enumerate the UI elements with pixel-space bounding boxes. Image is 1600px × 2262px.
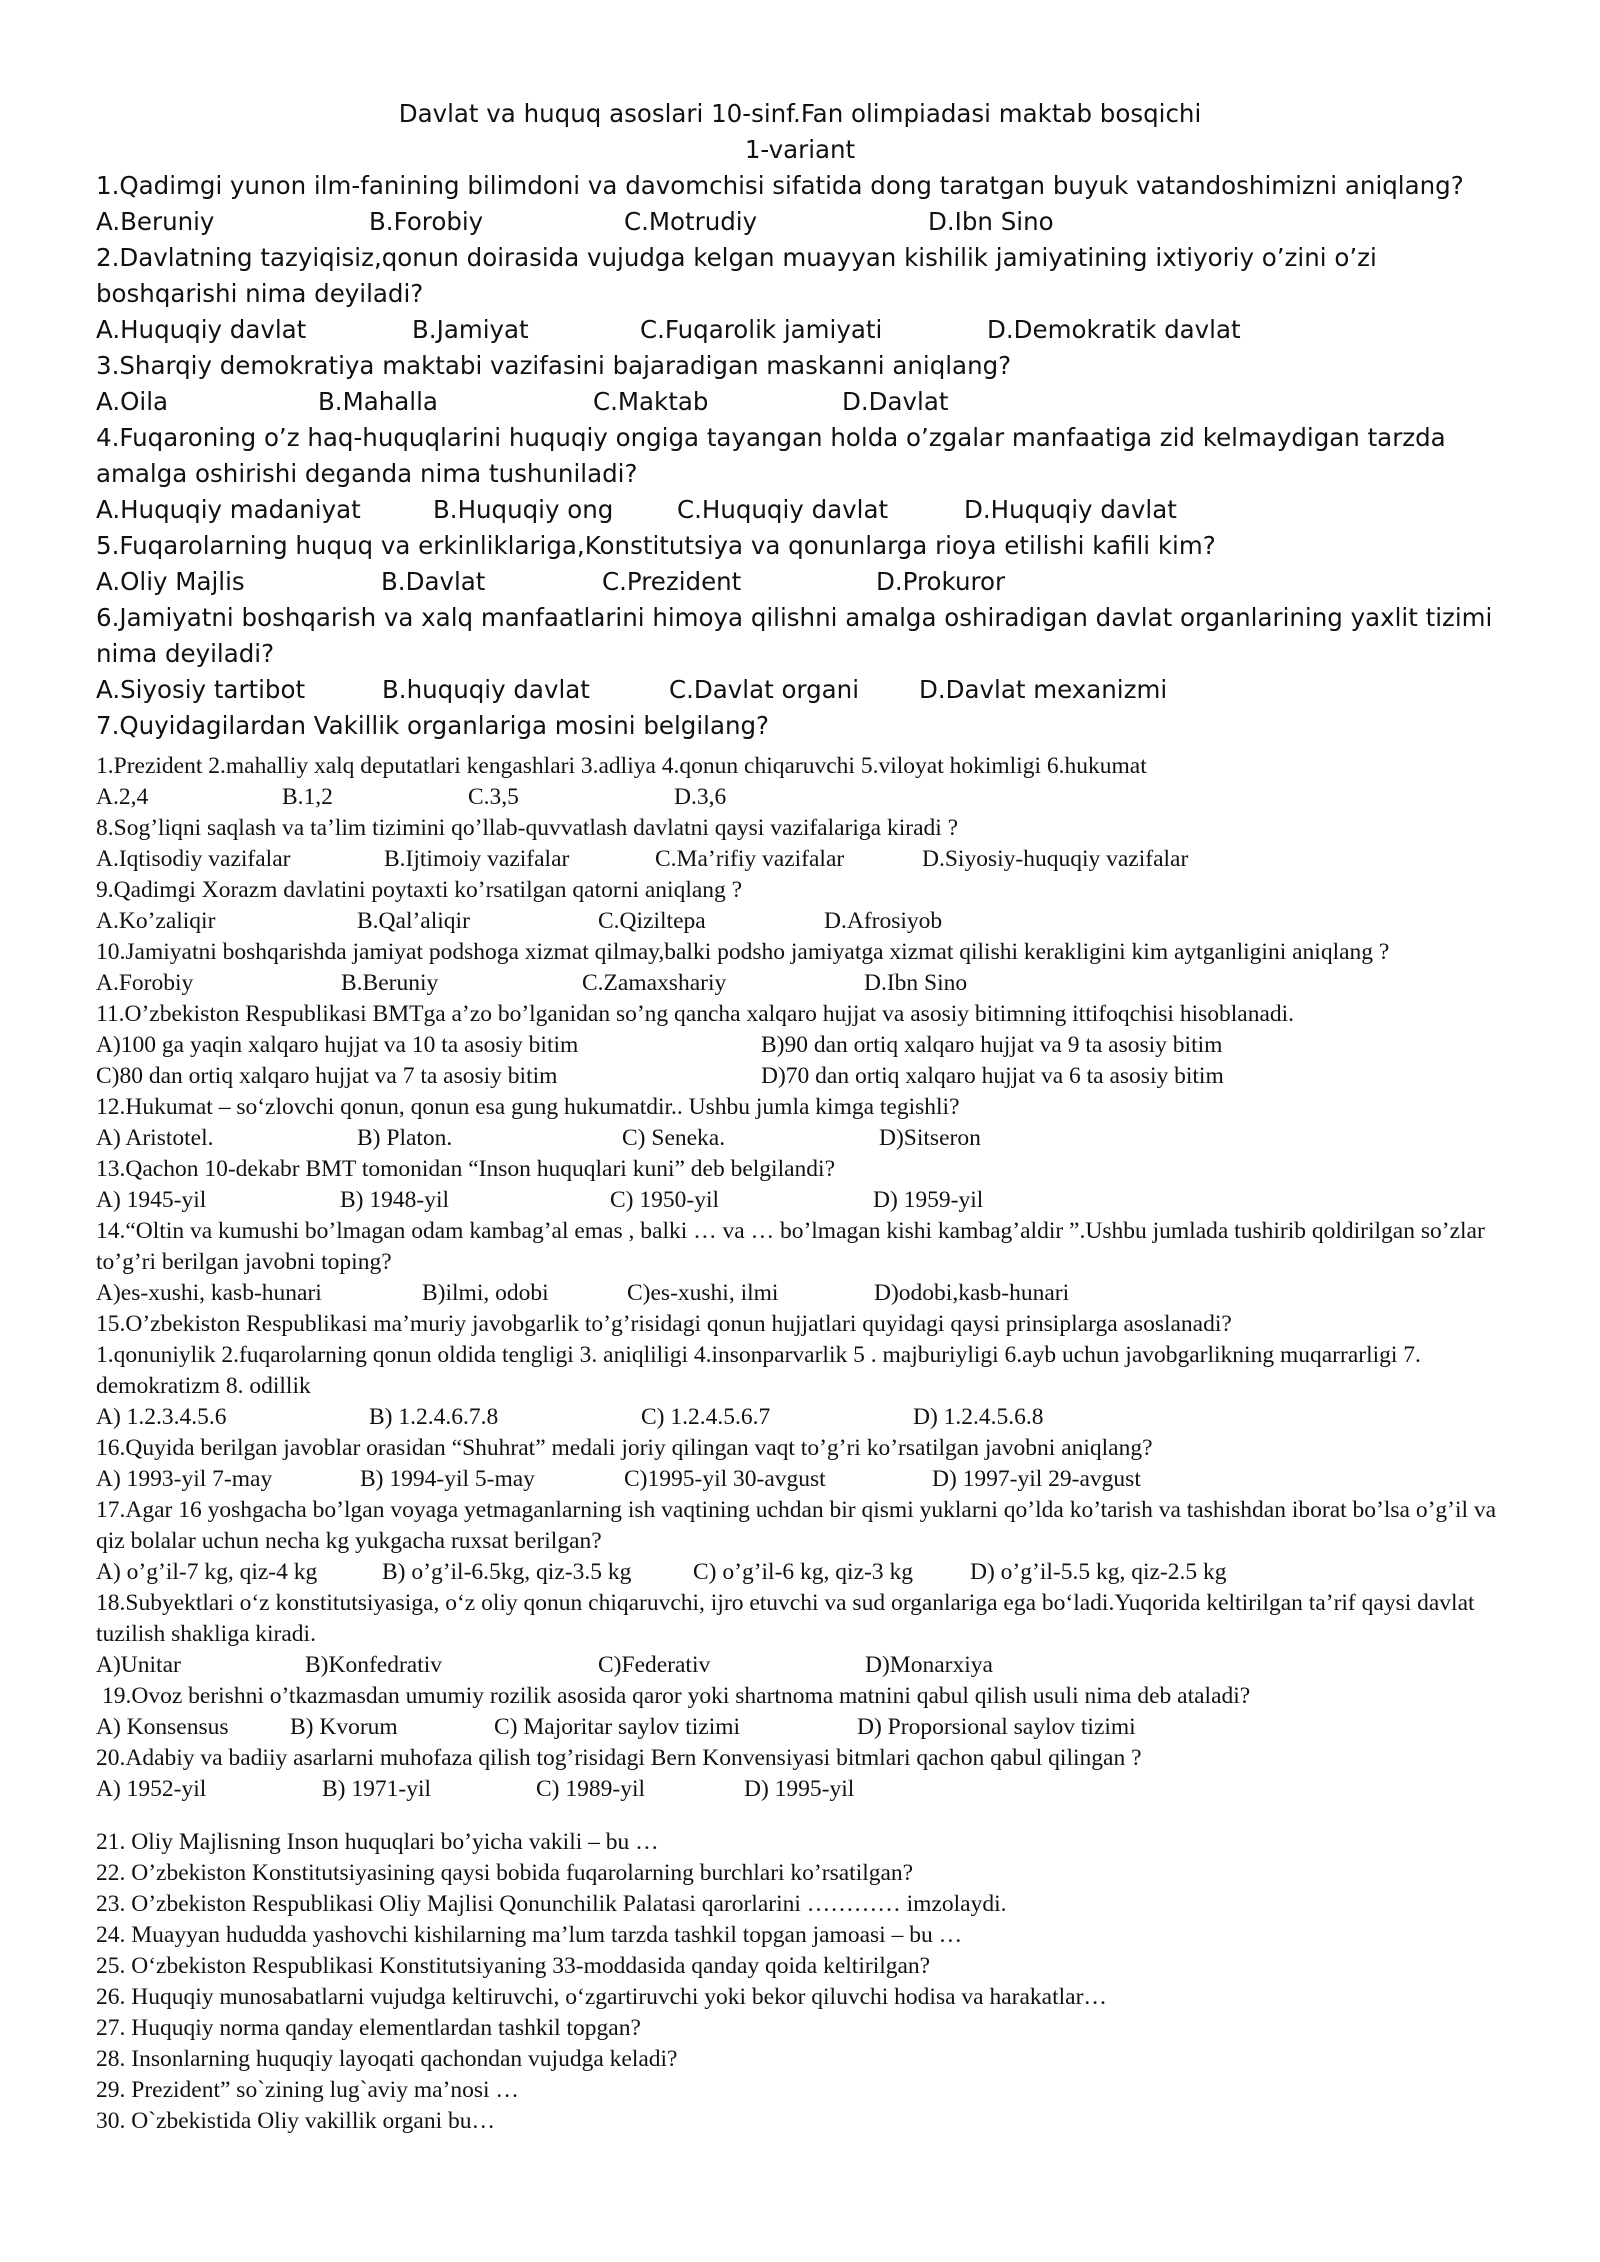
questions-sans-section — [96, 168, 1516, 744]
option-a[interactable]: A.Siyosiy tartibot — [96, 675, 306, 704]
question-text: 7.Quyidagilardan Vakillik organlariga mosini belgilang? — [96, 711, 770, 740]
answer-options — [96, 564, 1516, 600]
question-text: 13.Qachon 10-dekabr BMT tomonidan “Inson huquqlari kuni” deb belgilandi? — [96, 1156, 835, 1182]
answer-options — [96, 1061, 1516, 1092]
open-question: 26. Huquqiy munosabatlarni vujudga keltiruvchi, o‘zgartiruvchi yoki bekor qiluvchi hodisa va harakatlar… — [96, 1984, 1107, 2010]
option-d[interactable]: D) 1959-yil — [873, 1187, 984, 1213]
option-d[interactable]: D.Ibn Sino — [928, 207, 1054, 236]
option-d[interactable]: D.Siyosiy-huquqiy vazifalar — [922, 846, 1189, 872]
option-a[interactable]: A.Oila — [96, 387, 169, 416]
option-c[interactable]: C)es-xushi, ilmi — [627, 1280, 779, 1306]
question-text: 16.Quyida berilgan javoblar orasidan “Shuhrat” medali joriy qilingan vaqt to’g’ri ko’rsatilgan javobni aniqlang? — [96, 1435, 1153, 1461]
option-c[interactable]: C) 1.2.4.5.6.7 — [641, 1404, 771, 1430]
option-c[interactable]: C.Fuqarolik jamiyati — [640, 315, 883, 344]
question-block — [96, 528, 1516, 600]
answer-options — [96, 1185, 1516, 1216]
option-d[interactable]: D) o’g’il-5.5 kg, qiz-2.5 kg — [970, 1559, 1227, 1585]
option-d[interactable]: D.Prokuror — [876, 567, 1006, 596]
answer-options — [96, 906, 1516, 937]
answer-options — [96, 844, 1516, 875]
option-c[interactable]: C) o’g’il-6 kg, qiz-3 kg — [693, 1559, 913, 1585]
option-a[interactable]: A) 1945-yil — [96, 1187, 207, 1213]
option-a[interactable]: A.Huquqiy madaniyat — [96, 495, 361, 524]
option-b[interactable]: B.huquqiy davlat — [382, 675, 590, 704]
open-question: 27. Huquqiy norma qanday elementlardan tashkil topgan? — [96, 2015, 641, 2041]
question-text: 11.O’zbekiston Respublikasi BMTga a’zo bo’lganidan so’ng qancha xalqaro hujjat va asosiy bitimning ittifoqchisi hisoblanadi. — [96, 1001, 1295, 1027]
answer-options — [96, 1464, 1516, 1495]
option-c[interactable]: C.Ma’rifiy vazifalar — [655, 846, 845, 872]
question-text: 2.Davlatning tazyiqisiz,qonun doirasida vujudga kelgan muayyan kishilik jamiyatining ixtiyoriy o’zini o’zi boshqarishi nima deyiladi? — [96, 243, 1377, 308]
option-a[interactable]: A.2,4 — [96, 784, 149, 810]
option-a[interactable]: A) 1993-yil 7-may — [96, 1466, 273, 1492]
document-title: Davlat va huquq asoslari 10-sinf.Fan olimpiadasi maktab bosqichi — [398, 99, 1202, 128]
option-b[interactable]: B)Konfedrativ — [305, 1652, 443, 1678]
answer-options — [96, 492, 1516, 528]
option-d[interactable]: D.Davlat mexanizmi — [919, 675, 1168, 704]
option-a[interactable]: A.Oliy Majlis — [96, 567, 245, 596]
question-text: 18.Subyektlari o‘z konstitutsiyasiga, o‘z oliy qonun chiqaruvchi, ijro etuvchi va sud organlariga ega bo‘ladi.Yuqorida keltirilgan ta’rif qaysi davlat tuzilish shakliga kiradi. — [96, 1590, 1475, 1647]
question-block — [96, 420, 1516, 528]
open-question: 24. Muayyan hududda yashovchi kishilarning ma’lum tarzda tashkil topgan jamoasi – bu … — [96, 1922, 963, 1948]
option-c[interactable]: C) 1950-yil — [610, 1187, 720, 1213]
section-gap — [96, 1805, 1516, 1827]
open-question: 21. Oliy Majlisning Inson huquqlari bo’yicha vakili – bu … — [96, 1829, 659, 1855]
option-b[interactable]: B) 1.2.4.6.7.8 — [369, 1404, 499, 1430]
question-text: 1.Qadimgi yunon ilm-fanining bilimdoni va davomchisi sifatida dong taratgan buyuk vatandoshimizni aniqlang? — [96, 171, 1464, 200]
open-question: 23. O’zbekiston Respublikasi Oliy Majlisi Qonunchilik Palatasi qarorlarini ………… imzolaydi. — [96, 1891, 1007, 1917]
option-d[interactable]: D) 1.2.4.5.6.8 — [913, 1404, 1044, 1430]
option-c[interactable]: C)80 dan ortiq xalqaro hujjat va 7 ta asosiy bitim — [96, 1063, 558, 1089]
question-text: 17.Agar 16 yoshgacha bo’lgan voyaga yetmaganlarning ish vaqtining uchdan bir qismi yuklarni qo’lda ko’tarish va tashishdan iborat bo’lsa o’g’il va qiz bolalar uchun necha kg yukgacha ruxsat berilgan? — [96, 1497, 1497, 1554]
option-a[interactable]: A) Konsensus — [96, 1714, 229, 1740]
option-c[interactable]: C.Maktab — [593, 387, 709, 416]
option-b[interactable]: B.Mahalla — [318, 387, 438, 416]
option-b[interactable]: B) o’g’il-6.5kg, qiz-3.5 kg — [382, 1559, 632, 1585]
option-a[interactable]: A)es-xushi, kasb-hunari — [96, 1280, 322, 1306]
option-c[interactable]: C) Majoritar saylov tizimi — [494, 1714, 741, 1740]
option-a[interactable]: A.Beruniy — [96, 207, 215, 236]
option-b[interactable]: B) 1994-yil 5-may — [360, 1466, 535, 1492]
open-questions-list — [96, 1827, 1516, 2137]
option-d[interactable]: D) Proporsional saylov tizimi — [857, 1714, 1136, 1740]
open-question: 30. O`zbekistida Oliy vakillik organi bu… — [96, 2108, 496, 2134]
answer-options — [96, 1774, 1516, 1805]
option-d[interactable]: D.Demokratik davlat — [987, 315, 1241, 344]
answer-options — [96, 1030, 1516, 1061]
option-b[interactable]: B)ilmi, odobi — [422, 1280, 549, 1306]
option-a[interactable]: A)100 ga yaqin xalqaro hujjat va 10 ta asosiy bitim — [96, 1032, 579, 1058]
option-c[interactable]: C.Davlat organi — [669, 675, 860, 704]
option-d[interactable]: D.Davlat — [842, 387, 949, 416]
option-b[interactable]: B.1,2 — [282, 784, 333, 810]
answer-options — [96, 1402, 1516, 1433]
question-block — [96, 600, 1516, 708]
answer-options — [96, 672, 1516, 708]
option-b[interactable]: B) Kvorum — [290, 1714, 398, 1740]
question-block — [96, 168, 1516, 240]
answer-options — [96, 1557, 1516, 1588]
questions-serif-section — [96, 751, 1516, 2137]
option-b[interactable]: B.Qal’aliqir — [357, 908, 470, 934]
option-d[interactable]: D)Monarxiya — [865, 1652, 993, 1678]
option-d[interactable]: D.3,6 — [674, 784, 727, 810]
option-a[interactable]: A) o’g’il-7 kg, qiz-4 kg — [96, 1559, 318, 1585]
answer-options — [96, 204, 1516, 240]
answer-options — [96, 968, 1516, 999]
question-text: 3.Sharqiy demokratiya maktabi vazifasini bajaradigan maskanni aniqlang? — [96, 351, 1012, 380]
option-b[interactable]: B)90 dan ortiq xalqaro hujjat va 9 ta asosiy bitim — [761, 1032, 1223, 1058]
question-text: 14.“Oltin va kumushi bo’lmagan odam kambag’al emas , balki … va … bo’lmagan kishi kambag’aldir ”.Ushbu jumlada tushirib qoldirilgan so’zlar to’g’ri berilgan javobni toping? — [96, 1218, 1485, 1275]
option-a[interactable]: A) 1.2.3.4.5.6 — [96, 1404, 227, 1430]
option-b[interactable]: B) 1971-yil — [322, 1776, 432, 1802]
option-b[interactable]: B.Huquqiy ong — [433, 495, 614, 524]
open-question: 28. Insonlarning huquqiy layoqati qachondan vujudga keladi? — [96, 2046, 678, 2072]
option-c[interactable]: C)Federativ — [598, 1652, 711, 1678]
question-text: 4.Fuqaroning o’z haq-huquqlarini huquqiy ongiga tayangan holda o’zgalar manfaatiga zid kelmaydigan tarzda amalga oshirishi deganda nima tushuniladi? — [96, 423, 1446, 488]
option-b[interactable]: B.Forobiy — [369, 207, 484, 236]
option-b[interactable]: B) Platon. — [357, 1125, 453, 1151]
question-text: 8.Sog’liqni saqlash va ta’lim tizimini qo’llab-quvvatlash davlatni qaysi vazifalariga kiradi ? — [96, 815, 959, 841]
option-b[interactable]: B.Davlat — [381, 567, 486, 596]
question-block — [96, 348, 1516, 420]
question-text: 9.Qadimgi Xorazm davlatini poytaxti ko’rsatilgan qatorni aniqlang ? — [96, 877, 743, 903]
question-text: 15.O’zbekiston Respublikasi ma’muriy javobgarlik to’g’risidagi qonun hujjatlari quyidagi qaysi prinsiplarga asoslanadi? — [96, 1311, 1232, 1337]
open-question: 29. Prezident” so`zining lug`aviy ma’nosi … — [96, 2077, 519, 2103]
answer-options — [96, 1278, 1516, 1309]
question-text: 20.Adabiy va badiiy asarlarni muhofaza qilish tog’risidagi Bern Konvensiyasi bitmlari qachon qabul qilingan ? — [96, 1745, 1142, 1771]
answer-options — [96, 312, 1516, 348]
option-b[interactable]: B.Jamiyat — [412, 315, 529, 344]
option-d[interactable]: D)odobi,kasb-hunari — [874, 1280, 1070, 1306]
option-c[interactable]: C) Seneka. — [622, 1125, 726, 1151]
open-question: 25. O‘zbekiston Respublikasi Konstitutsiyaning 33-moddasida qanday qoida keltirilgan? — [96, 1953, 931, 1979]
answer-options — [96, 782, 1516, 813]
option-b[interactable]: B) 1948-yil — [340, 1187, 450, 1213]
question-text: 10.Jamiyatni boshqarishda jamiyat podshoga xizmat qilmay,balki podsho jamiyatga xizmat qilishi kerakligini kim aytganligini aniqlang ? — [96, 939, 1390, 965]
option-d[interactable]: D)Sitseron — [879, 1125, 981, 1151]
question-block — [96, 240, 1516, 348]
option-c[interactable]: C)1995-yil 30-avgust — [624, 1466, 826, 1492]
option-d[interactable]: D) 1997-yil 29-avgust — [932, 1466, 1141, 1492]
option-a[interactable]: A.Huquqiy davlat — [96, 315, 307, 344]
option-a[interactable]: A) Aristotel. — [96, 1125, 214, 1151]
option-c[interactable]: C) 1989-yil — [536, 1776, 646, 1802]
option-a[interactable]: A.Iqtisodiy vazifalar — [96, 846, 291, 872]
option-c[interactable]: C.3,5 — [468, 784, 519, 810]
option-c[interactable]: C.Huquqiy davlat — [677, 495, 889, 524]
question-text: 19.Ovoz berishni o’tkazmasdan umumiy rozilik asosida qaror yoki shartnoma matnini qabul qilish usuli nima deb ataladi? — [102, 1683, 1251, 1709]
option-a[interactable]: A.Ko’zaliqir — [96, 908, 216, 934]
option-a[interactable]: A.Forobiy — [96, 970, 194, 996]
option-b[interactable]: B.Ijtimoiy vazifalar — [384, 846, 570, 872]
option-c[interactable]: C.Prezident — [602, 567, 742, 596]
variant-label: 1-variant — [744, 135, 856, 164]
option-b[interactable]: B.Beruniy — [341, 970, 439, 996]
option-c[interactable]: C.Zamaxshariy — [582, 970, 727, 996]
option-a[interactable]: A) 1952-yil — [96, 1776, 207, 1802]
option-d[interactable]: D.Ibn Sino — [864, 970, 968, 996]
answer-options — [96, 1712, 1516, 1743]
option-d[interactable]: D) 1995-yil — [744, 1776, 855, 1802]
option-d[interactable]: D.Afrosiyob — [824, 908, 943, 934]
option-c[interactable]: C.Motrudiy — [624, 207, 758, 236]
answer-options — [96, 1650, 1516, 1681]
answer-options — [96, 384, 1516, 420]
option-c[interactable]: C.Qiziltepa — [598, 908, 706, 934]
question-text: 6.Jamiyatni boshqarish va xalq manfaatlarini himoya qilishni amalga oshiradigan davlat organlarining yaxlit tizimi nima deyiladi? — [96, 603, 1493, 668]
question-text: 12.Hukumat – so‘zlovchi qonun, qonun esa gung hukumatdir.. Ushbu jumla kimga tegishli? — [96, 1094, 960, 1120]
option-d[interactable]: D.Huquqiy davlat — [964, 495, 1177, 524]
question-list: 1.qonuniylik 2.fuqarolarning qonun oldida tengligi 3. aniqliligi 4.insonparvarlik 5 . majburiyligi 6.ayb uchun javobgarlikning muqarrarligi 7. demokratizm 8. odillik — [96, 1342, 1421, 1399]
option-d[interactable]: D)70 dan ortiq xalqaro hujjat va 6 ta asosiy bitim — [761, 1063, 1224, 1089]
question-text: 5.Fuqarolarning huquq va erkinliklariga,Konstitutsiya va qonunlarga rioya etilishi kafili kim? — [96, 531, 1216, 560]
question-list: 1.Prezident 2.mahalliy xalq deputatlari kengashlari 3.adliya 4.qonun chiqaruvchi 5.viloyat hokimligi 6.hukumat — [96, 753, 1147, 779]
option-a[interactable]: A)Unitar — [96, 1652, 181, 1678]
open-question: 22. O’zbekiston Konstitutsiyasining qaysi bobida fuqarolarning burchlari ko’rsatilgan? — [96, 1860, 914, 1886]
answer-options — [96, 1123, 1516, 1154]
